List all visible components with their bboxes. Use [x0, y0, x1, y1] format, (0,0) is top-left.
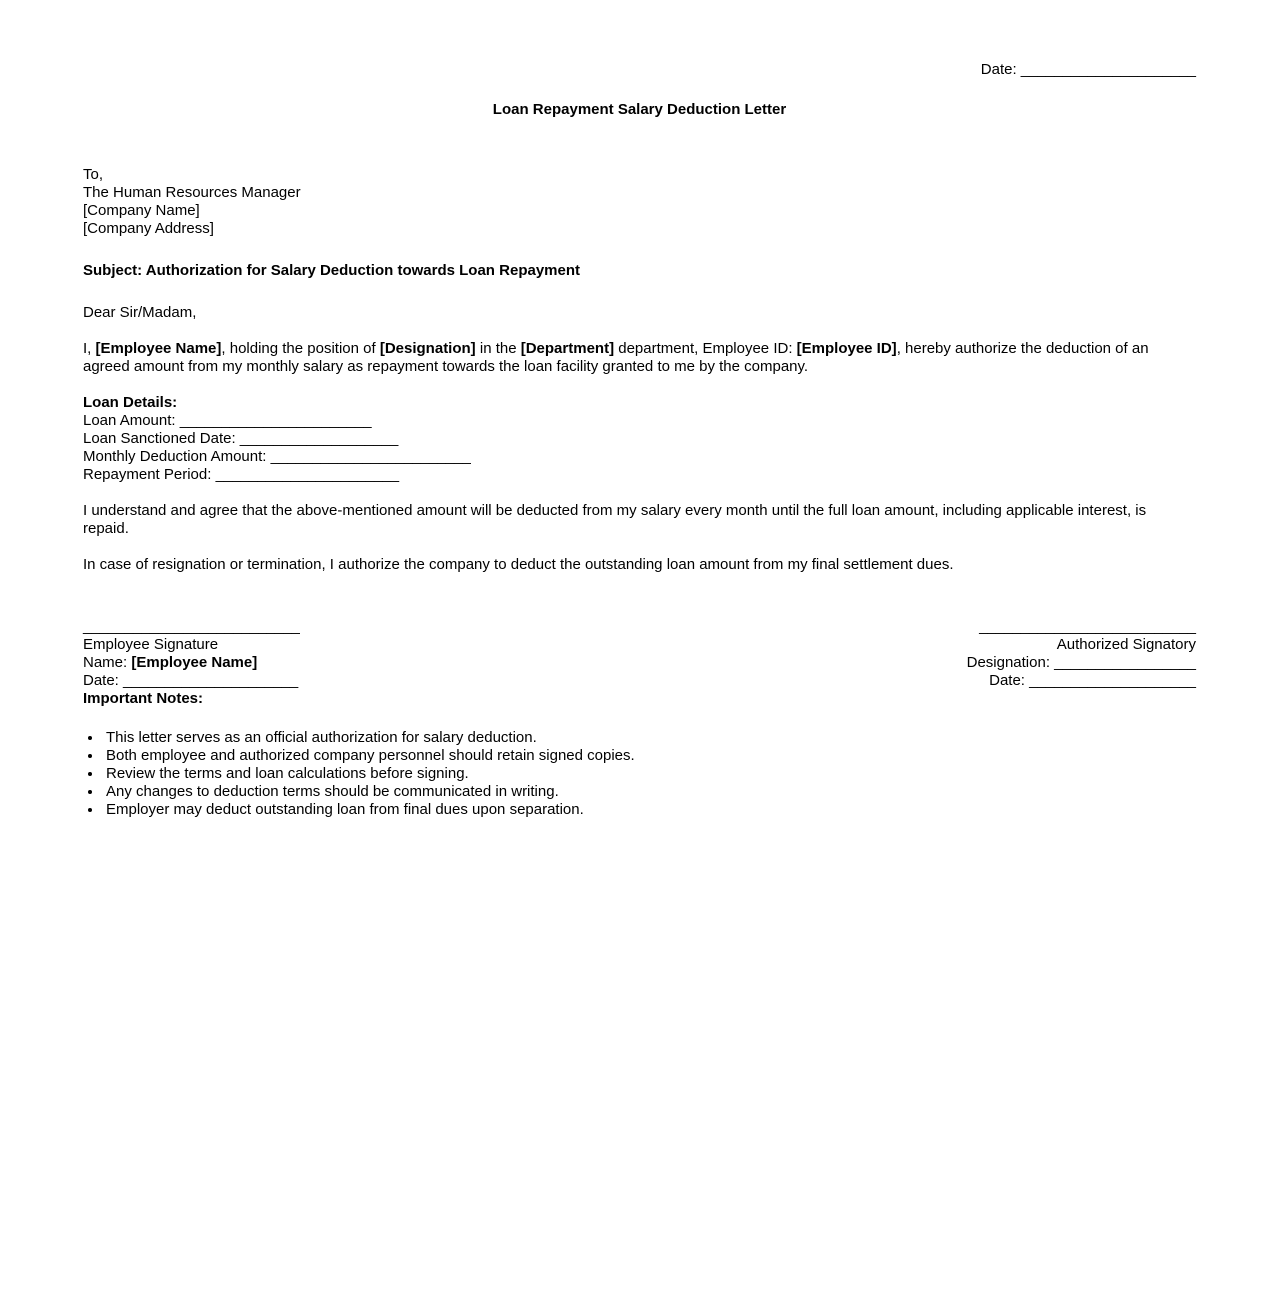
- list-item: • This letter serves as an official authorization for salary deduction.: [103, 729, 1196, 747]
- authorized-date-label: Date:: [989, 672, 1030, 689]
- employee-date-blank-line: _____________________: [123, 672, 299, 689]
- recipient-salutation-line: To,: [83, 166, 104, 183]
- important-notes-list: [83, 729, 1196, 819]
- intro-text-segment: I,: [83, 340, 96, 357]
- employee-name-label: Name:: [83, 654, 132, 671]
- header-date-blank-line: _____________________: [1020, 61, 1196, 78]
- list-item: • Both employee and authorized company personnel should retain signed copies.: [103, 747, 1196, 765]
- letter-title: Loan Repayment Salary Deduction Letter: [492, 101, 787, 118]
- subject-line: Subject: Authorization for Salary Deduction towards Loan Repayment: [83, 262, 580, 279]
- recipient-role-line: The Human Resources Manager: [83, 184, 301, 201]
- list-item: • Employer may deduct outstanding loan from final dues upon separation.: [103, 801, 1196, 819]
- employee-date-field: [83, 672, 300, 690]
- signature-section: [83, 618, 1196, 690]
- recipient-company-name-line: [Company Name]: [83, 202, 200, 219]
- authorized-date-field: [967, 672, 1196, 690]
- recipient-company-address-line: [Company Address]: [83, 220, 214, 237]
- authorized-signatory-caption: Authorized Signatory: [1056, 636, 1196, 653]
- intro-text-segment: department, Employee ID:: [614, 340, 797, 357]
- employee-name-field: [83, 654, 300, 672]
- employee-signature-line: __________________________: [83, 618, 300, 635]
- authorized-signatory-block: [967, 618, 1196, 690]
- loan-sanctioned-date-blank-line: ___________________: [239, 430, 399, 447]
- monthly-deduction-amount-label: Monthly Deduction Amount:: [83, 448, 271, 465]
- repayment-period-field: [83, 466, 1196, 484]
- loan-sanctioned-date-label: Loan Sanctioned Date:: [83, 430, 240, 447]
- repayment-period-label: Repayment Period:: [83, 466, 216, 483]
- employee-id-placeholder: [Employee ID]: [796, 340, 897, 357]
- important-notes-heading: Important Notes:: [83, 690, 203, 707]
- header-date-label: Date:: [980, 61, 1021, 78]
- agreement-paragraph: I understand and agree that the above-mentioned amount will be deducted from my salary every month until the full loan amount, including applicable interest, is repaid.: [83, 502, 1147, 537]
- employee-date-label: Date:: [83, 672, 124, 689]
- designation-placeholder: [Designation]: [379, 340, 476, 357]
- employee-name-value: [Employee Name]: [131, 654, 258, 671]
- authorized-date-blank-line: ____________________: [1029, 672, 1196, 689]
- employee-name-placeholder: [Employee Name]: [95, 340, 222, 357]
- employee-signature-block: [83, 618, 300, 690]
- termination-paragraph: In case of resignation or termination, I authorize the company to deduct the outstanding loan amount from my final settlement dues.: [83, 556, 954, 573]
- intro-paragraph: [83, 340, 1196, 376]
- designation-blank-line: _________________: [1054, 654, 1196, 671]
- authorized-signature-line: __________________________: [979, 618, 1196, 635]
- loan-details-heading: Loan Details:: [83, 394, 178, 411]
- designation-field: [967, 654, 1196, 672]
- intro-text-segment: , hereby authorize the deduction of an agreed amount from my monthly salary as repayment towards the loan facility granted to me by the company.: [83, 340, 1149, 375]
- loan-sanctioned-date-field: [83, 430, 1196, 448]
- department-placeholder: [Department]: [520, 340, 615, 357]
- designation-label: Designation:: [966, 654, 1055, 671]
- salutation: Dear Sir/Madam,: [83, 304, 197, 321]
- repayment-period-blank-line: ______________________: [215, 466, 400, 483]
- header-date-field: [83, 61, 1196, 79]
- loan-amount-blank-line: _______________________: [179, 412, 372, 429]
- monthly-deduction-amount-field: [83, 448, 1196, 466]
- intro-text-segment: in the: [475, 340, 521, 357]
- loan-amount-field: [83, 412, 1196, 430]
- list-item: • Any changes to deduction terms should be communicated in writing.: [103, 783, 1196, 801]
- employee-signature-caption: Employee Signature: [83, 636, 219, 653]
- monthly-deduction-amount-blank-line: ________________________: [270, 448, 471, 465]
- intro-text-segment: , holding the position of: [221, 340, 380, 357]
- loan-amount-label: Loan Amount:: [83, 412, 180, 429]
- loan-details-section: [83, 394, 1196, 484]
- recipient-block: [83, 166, 1196, 238]
- list-item: • Review the terms and loan calculations before signing.: [103, 765, 1196, 783]
